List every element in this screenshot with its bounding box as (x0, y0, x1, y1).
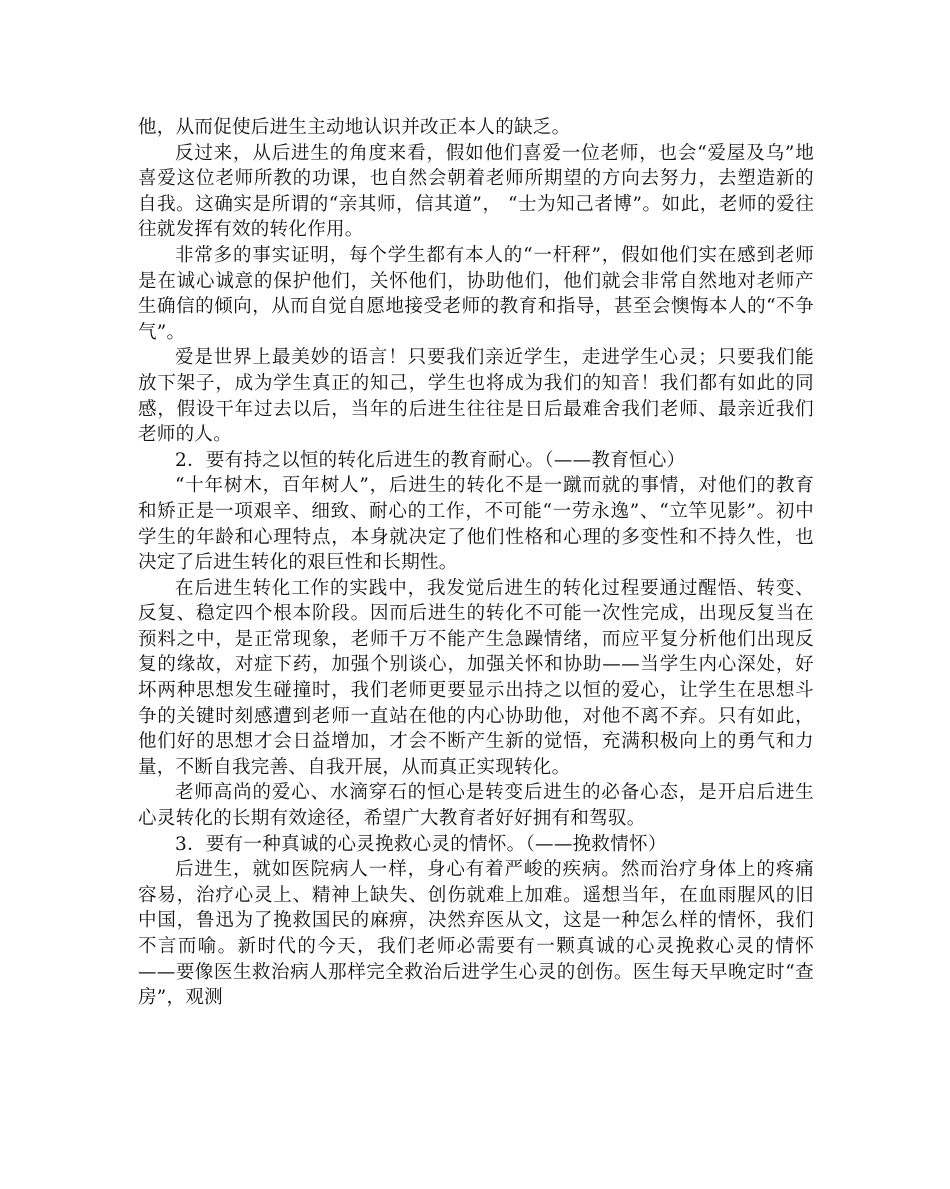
document-page (138, 115, 814, 1011)
paragraph-body: “十年树木，百年树人”，后进生的转化不是一蹴而就的事情，对他们的教育和矫正是一项艰辛、细致、耐心的工作，不可能“一劳永逸”、“立竿见影”。初中学生的年龄和心理特点，本身就决定了他们性格和心理的多变性和不持久性，也决定了后进生转化的艰巨性和长期性。 (138, 475, 814, 574)
paragraph-body: 后进生，就如医院病人一样，身心有着严峻的疾病。然而治疗身体上的疼痛容易，治疗心灵上、精神上缺失、创伤就难上加难。遥想当年，在血雨腥风的旧中国，鲁迅为了挽救国民的麻痹，决然弃医从文，这是一种怎么样的情怀，我们不言而喻。新时代的今天，我们老师必需要有一颗真诚的心灵挽救心灵的情怀——要像医生救治病人那样完全救治后进学生心灵的创伤。医生每天早晚定时“查房”，观测 (138, 859, 814, 1009)
paragraph-body: 在后进生转化工作的实践中，我发觉后进生的转化过程要通过醒悟、转变、反复、稳定四个根本阶段。因而后进生的转化不可能一次性完成，出现反复当在预料之中，是正常现象，老师千万不能产生急躁情绪，而应平复分析他们出现反复的缘故，对症下药，加强个别谈心，加强关怀和协助——当学生内心深处，好坏两种思想发生碰撞时，我们老师更要显示出持之以恒的爱心，让学生在思想斗争的关键时刻感遭到老师一直站在他的内心协助他，对他不离不弃。只有如此，他们好的思想才会日益增加，才会不断产生新的觉悟，充满积极向上的勇气和力量，不断自我完善、自我开展，从而真正实现转化。 (138, 577, 814, 778)
paragraph-body: 爱是世界上最美妙的语言！只要我们亲近学生，走进学生心灵；只要我们能放下架子，成为学生真正的知己，学生也将成为我们的知音！我们都有如此的同感，假设干年过去以后，当年的后进生往往是日后最难舍我们老师、最亲近我们老师的人。 (138, 347, 814, 446)
paragraph-body: 非常多的事实证明，每个学生都有本人的“一杆秤”，假如他们实在感到老师是在诚心诚意的保护他们，关怀他们，协助他们，他们就会非常自然地对老师产生确信的倾向，从而自觉自愿地接受老师的教育和指导，甚至会懊悔本人的“不争气”。 (138, 244, 814, 343)
section-heading: 3．要有一种真诚的心灵挽救心灵的情怀。（——挽救情怀） (175, 833, 667, 855)
paragraph-continuation: 他，从而促使后进生主动地认识并改正本人的缺乏。 (138, 117, 571, 138)
paragraph-body: 老师高尚的爱心、水滴穿石的恒心是转变后进生的必备心态，是开启后进生心灵转化的长期有效途径，希望广大教育者好好拥有和驾驭。 (138, 782, 814, 830)
section-heading: 2．要有持之以恒的转化后进生的教育耐心。（——教育恒心） (175, 449, 686, 471)
paragraph-body: 反过来，从后进生的角度来看，假如他们喜爱一位老师，也会“爱屋及乌”地喜爱这位老师所教的功课，也自然会朝着老师所期望的方向去努力，去塑造新的自我。这确实是所谓的“亲其师，信其道”， “士为知己者博”。如此，老师的爱往往就发挥有效的转化作用。 (138, 142, 814, 241)
